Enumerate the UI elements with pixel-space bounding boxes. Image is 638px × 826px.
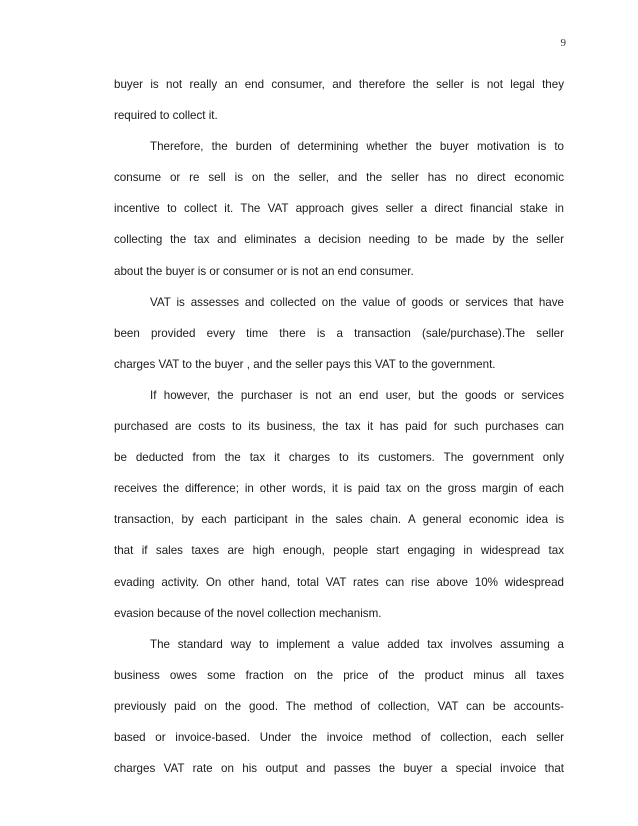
text-line: consume or re sell is on the seller, and the seller has no direct economic [114,171,564,185]
text-line: VAT is assesses and collected on the value of goods or services that have [150,295,564,309]
text-line: be deducted from the tax it charges to its customers. The government only [114,451,564,465]
text-line: Therefore, the burden of determining whether the buyer motivation is to [150,140,564,154]
text-line: The standard way to implement a value added tax involves assuming a [150,637,564,651]
text-line: incentive to collect it. The VAT approach gives seller a direct financial stake in [114,202,564,216]
text-line: receives the difference; in other words, it is paid tax on the gross margin of each [114,482,564,496]
text-line: buyer is not really an end consumer, and therefore the seller is not legal they [114,78,564,91]
text-line: transaction, by each participant in the sales chain. A general economic idea is [114,513,564,527]
text-line: charges VAT to the buyer , and the seller pays this VAT to the government. [114,357,496,371]
text-line: required to collect it. [114,109,218,123]
text-line: evading activity. On other hand, total VAT rates can rise above 10% widespread [114,575,564,589]
text-line: If however, the purchaser is not an end user, but the goods or services [150,388,564,402]
text-line: collecting the tax and eliminates a decision needing to be made by the seller [114,233,564,247]
text-line: evasion because of the novel collection mechanism. [114,606,382,620]
text-line: business owes some fraction on the price of the product minus all taxes [114,668,564,682]
text-line: been provided every time there is a transaction (sale/purchase).The seller [114,326,564,340]
text-line: previously paid on the good. The method of collection, VAT can be accounts- [114,699,564,713]
text-line: about the buyer is or consumer or is not an end consumer. [114,264,414,278]
text-line: that if sales taxes are high enough, people start engaging in widespread tax [114,544,564,558]
text-line: charges VAT rate on his output and passes the buyer a special invoice that [114,762,564,776]
body-text [114,69,564,784]
text-line: based or invoice-based. Under the invoice method of collection, each seller [114,730,564,744]
page-number: 9 [560,37,566,49]
text-line: purchased are costs to its business, the tax it has paid for such purchases can [114,420,564,434]
